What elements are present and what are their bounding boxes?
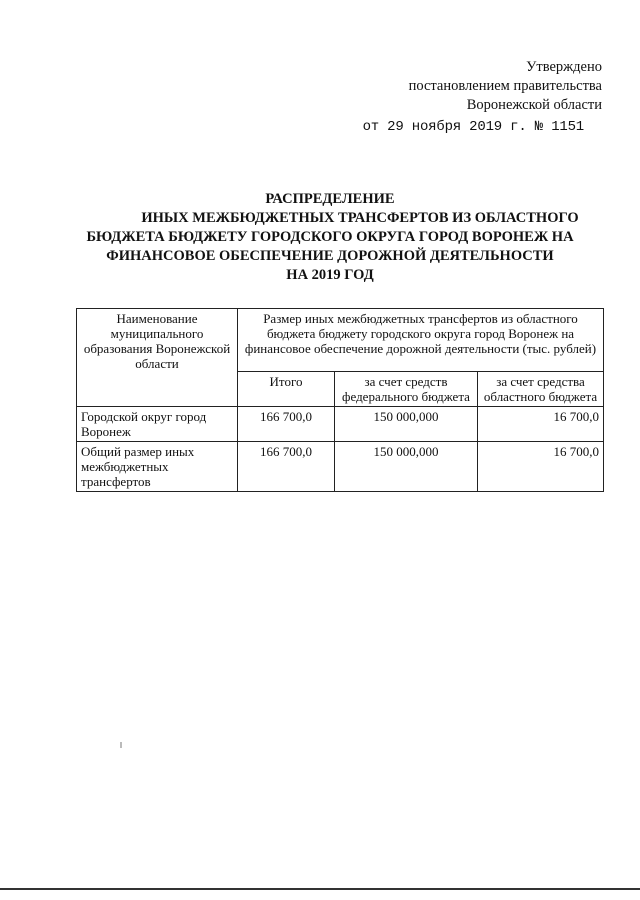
document-title [60,190,600,285]
table-header-row [77,309,604,372]
header-total: Итого [238,372,335,407]
approval-line-region: Воронежской области [466,97,602,113]
scan-edge-line [0,888,640,890]
approval-block [363,58,602,137]
title-line-3: БЮДЖЕТА БЮДЖЕТУ ГОРОДСКОГО ОКРУГА ГОРОД ВОРОНЕЖ НА [86,229,574,245]
title-line-1: РАСПРЕДЕЛЕНИЕ [265,191,395,207]
row-total: 166 700,0 [238,442,335,492]
scan-speck [120,742,122,748]
header-regional: за счет средства областного бюджета [478,372,604,407]
approval-line-approved: Утверждено [526,59,602,75]
header-municipality: Наименование муниципального образования Воронежской области [77,309,238,407]
row-total: 166 700,0 [238,407,335,442]
approval-line-resolution: постановлением правительства [408,78,602,94]
header-transfer-size: Размер иных межбюджетных трансфертов из областного бюджета бюджету городского округа город Воронеж на финансовое обеспечение дорожной деятельности (тыс. рублей) [238,309,604,372]
row-federal: 150 000,000 [335,407,478,442]
row-name: Городской округ город Воронеж [77,407,238,442]
table-row [77,407,604,442]
distribution-table [76,308,604,492]
row-regional: 16 700,0 [478,442,604,492]
row-name: Общий размер иных межбюджетных трансфертов [77,442,238,492]
row-regional: 16 700,0 [478,407,604,442]
row-federal: 150 000,000 [335,442,478,492]
header-federal: за счет средств федерального бюджета [335,372,478,407]
table-row [77,442,604,492]
title-line-4: ФИНАНСОВОЕ ОБЕСПЕЧЕНИЕ ДОРОЖНОЙ ДЕЯТЕЛЬНОСТИ [106,248,554,264]
title-line-5: НА 2019 ГОД [286,267,374,283]
title-line-2: ИНЫХ МЕЖБЮДЖЕТНЫХ ТРАНСФЕРТОВ ИЗ ОБЛАСТНОГО [141,210,579,226]
approval-date: от 29 ноября 2019 г. № 1151 [362,119,584,135]
